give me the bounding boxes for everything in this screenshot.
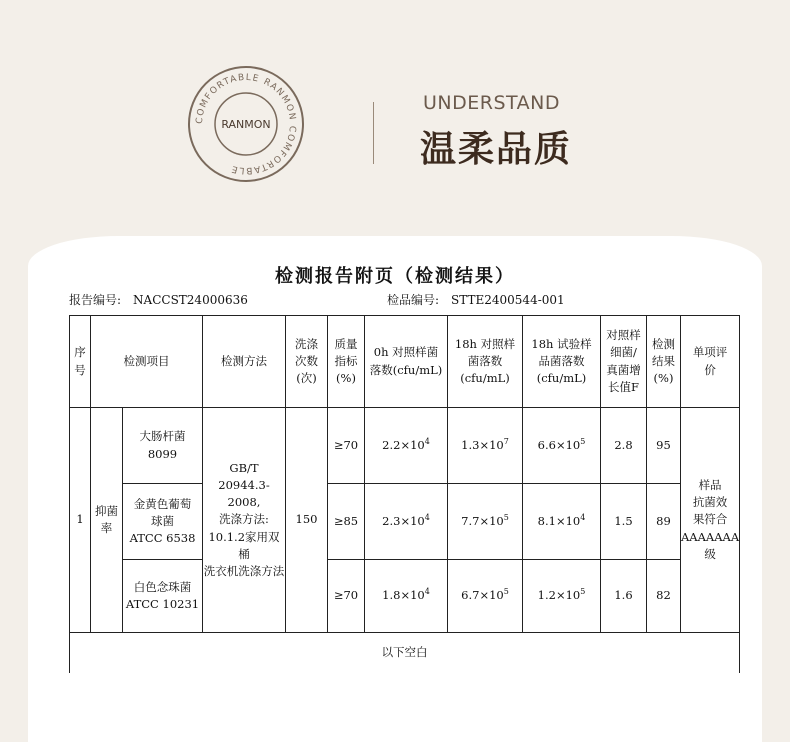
header-cell [365, 316, 448, 408]
cell-line: 检测方法 [221, 353, 267, 368]
method-cell [203, 408, 286, 633]
header-cell [203, 316, 286, 408]
exponent: 5 [580, 437, 586, 447]
cell-line: 序 [74, 345, 86, 360]
wash-times-cell: 150 [286, 408, 328, 633]
t18-cell [523, 484, 601, 560]
cell-line: ATCC 6538 [129, 531, 196, 546]
exponent: 5 [503, 513, 509, 523]
category-cell [91, 408, 123, 633]
cell-line: 球菌 [151, 513, 174, 528]
cell-line: 18h 试验样 [531, 336, 592, 351]
cell-line: 白色念珠菌 [133, 579, 192, 594]
exponent: 4 [424, 513, 430, 523]
cell-line: 结果 [652, 353, 675, 368]
table-footer-row [70, 633, 740, 674]
growth-f-cell: 1.6 [601, 560, 647, 633]
brand-seal [186, 64, 306, 184]
cell-line: 抑菌 [95, 503, 118, 518]
c18-cell [448, 484, 523, 560]
mantissa: 7.7×10 [461, 513, 504, 528]
cell-line: 落数(cfu/mL) [369, 362, 443, 377]
exponent: 5 [503, 587, 509, 597]
cell-line: 0h 对照样菌 [373, 345, 439, 360]
cell-line: 18h 对照样 [454, 336, 516, 351]
growth-f-cell: 1.5 [601, 484, 647, 560]
seal-ring-text: COMFORTABLE RANMON COMFORTABLE [194, 72, 298, 176]
c0-cell [365, 408, 448, 484]
cell-line: 洗衣机洗涤方法 [203, 564, 285, 579]
result-cell: 89 [647, 484, 681, 560]
standard-cell: ≥70 [328, 408, 365, 484]
cell-line: 洗涤 [295, 336, 318, 351]
header-cell [286, 316, 328, 408]
header-cell [448, 316, 523, 408]
table-row [70, 484, 740, 560]
sample-number-label: 检品编号: [387, 293, 440, 307]
table-row [70, 408, 740, 484]
cell-line: 级 [704, 546, 716, 561]
cell-line: (cfu/mL) [460, 371, 510, 386]
mantissa: 6.7×10 [461, 588, 504, 603]
cell-line: (次) [296, 371, 317, 386]
brand-header [0, 0, 790, 230]
cell-line: 真菌增 [606, 362, 641, 377]
cell-line: 果符合 [692, 512, 728, 527]
cell-line: 价 [704, 362, 716, 377]
mantissa: 2.2×10 [382, 437, 425, 452]
report-number-value: NACCST24000636 [133, 293, 248, 307]
cell-line: 单项评 [692, 345, 728, 360]
table-header-row [70, 316, 740, 408]
cell-line: 品菌落数 [538, 353, 585, 368]
seq-cell: 1 [70, 408, 91, 633]
table-row [70, 560, 740, 633]
cell-line: 细菌/ [610, 345, 637, 360]
cell-line: 金黄色葡萄 [133, 496, 192, 511]
cell-line: 检测项目 [123, 353, 170, 368]
header-cell [523, 316, 601, 408]
standard-cell: ≥70 [328, 560, 365, 633]
seal-inner-text: RANMON [221, 118, 271, 131]
cell-line: 20944.3-2008, [218, 477, 270, 510]
cell-line: 次数 [295, 353, 318, 368]
header-cell [91, 316, 203, 408]
blank-below-note: 以下空白 [70, 633, 740, 674]
cell-line: 指标 [334, 353, 358, 368]
sample-number-value: STTE2400544-001 [451, 293, 565, 307]
report-number [69, 291, 248, 308]
cell-line: 率 [100, 521, 113, 535]
cell-line: AAAAAAA [681, 529, 740, 544]
mantissa: 1.2×10 [537, 588, 581, 603]
exponent: 4 [424, 587, 430, 597]
result-cell: 82 [647, 560, 681, 633]
cell-line: 样品 [698, 477, 722, 492]
header-cell [681, 316, 740, 408]
result-cell: 95 [647, 408, 681, 484]
cell-line: (%) [653, 371, 674, 386]
cell-line: 菌落数 [467, 353, 503, 368]
t18-cell [523, 408, 601, 484]
cell-line: 大肠杆菌 [139, 429, 186, 444]
cell-line: 8099 [147, 446, 178, 461]
sample-number [387, 291, 565, 308]
cell-line: 质量 [334, 336, 358, 351]
mantissa: 1.3×10 [461, 437, 504, 452]
cell-line: 10.1.2家用双桶 [208, 529, 280, 561]
report-title: 检测报告附页（检测结果） [275, 266, 515, 287]
cell-line: 洗涤方法: [219, 512, 269, 527]
c18-cell [448, 408, 523, 484]
header-cell [647, 316, 681, 408]
brand-cn-title: 温柔品质 [420, 129, 573, 170]
t18-cell [523, 560, 601, 633]
item-name-cell [123, 484, 203, 560]
exponent: 7 [503, 437, 509, 447]
cell-line: (cfu/mL) [536, 371, 587, 386]
item-name-cell [123, 408, 203, 484]
exponent: 5 [580, 587, 586, 597]
growth-f-cell: 2.8 [601, 408, 647, 484]
cell-line: 长值F [608, 379, 639, 394]
mantissa: 2.3×10 [382, 513, 425, 528]
cell-line: ATCC 10231 [125, 597, 200, 611]
cell-line: 抗菌效 [692, 495, 728, 510]
cell-line: GB/T [229, 460, 259, 475]
standard-cell: ≥85 [328, 484, 365, 560]
c0-cell [365, 560, 448, 633]
mantissa: 8.1×10 [537, 513, 581, 528]
cell-line: 号 [74, 362, 86, 377]
brand-en-title: UNDERSTAND [423, 92, 560, 114]
c0-cell [365, 484, 448, 560]
evaluation-cell [681, 408, 740, 633]
cell-line: 检测 [652, 336, 675, 351]
header-divider [373, 102, 374, 164]
mantissa: 6.6×10 [537, 437, 581, 452]
c18-cell [448, 560, 523, 633]
item-name-cell [123, 560, 203, 633]
exponent: 4 [580, 513, 586, 523]
report-number-label: 报告编号: [69, 293, 122, 307]
results-table [69, 315, 740, 673]
header-cell [328, 316, 365, 408]
header-cell [601, 316, 647, 408]
exponent: 4 [424, 437, 430, 447]
cell-line: (%) [336, 371, 356, 386]
mantissa: 1.8×10 [382, 588, 425, 603]
cell-line: 对照样 [606, 328, 641, 342]
header-cell [70, 316, 91, 408]
